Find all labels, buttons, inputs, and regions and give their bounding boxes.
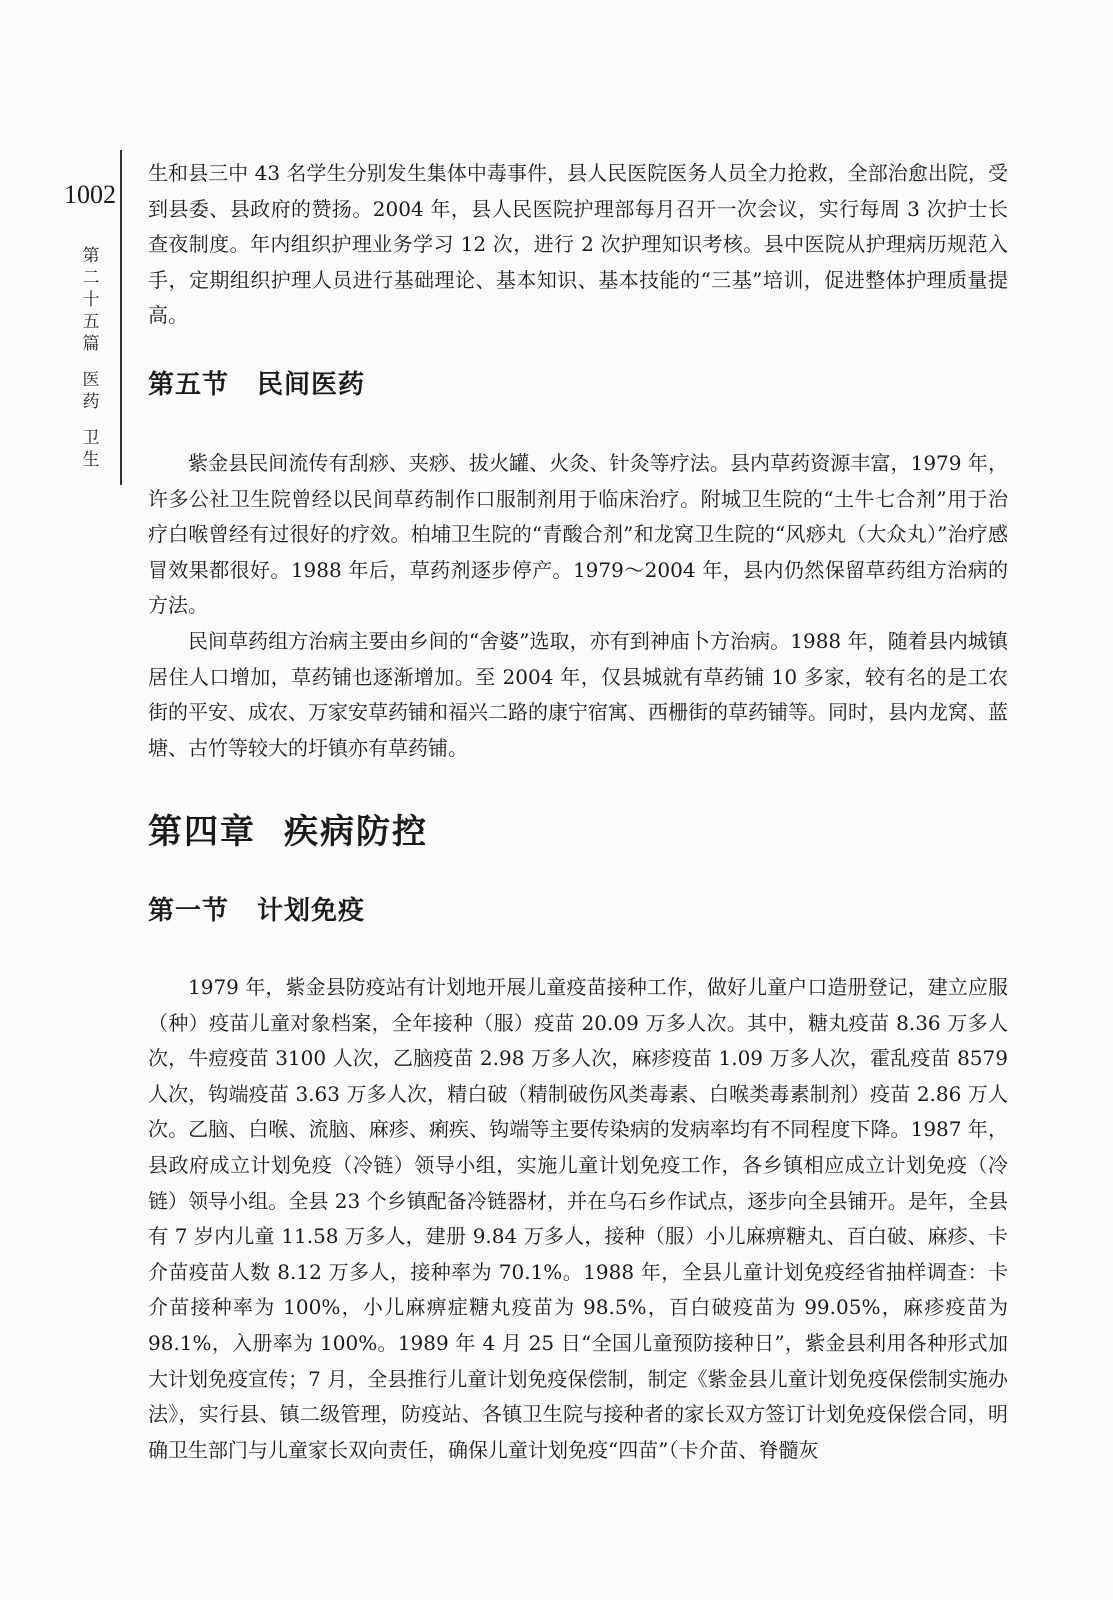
running-head-title: 医 药	[82, 370, 100, 412]
section-number: 第五节	[148, 370, 230, 400]
body-paragraph: 民间草药组方治病主要由乡间的“舍婆”选取，亦有到神庙卜方治病。1988 年，随着县内城镇居住人口增加，草药铺也逐渐增加。至 2004 年，仅县城就有草药铺 10 多家，较有名的是工农街的平安、成农、万家安草药铺和福兴二路的康宁宿寓、西栅街的草药铺等。同时，县内龙窝、蓝塘、古竹等较大的圩镇亦有草药铺。	[148, 629, 1008, 760]
body-paragraph: 1979 年，紫金县防疫站有计划地开展儿童疫苗接种工作，做好儿童户口造册登记，建立应服（种）疫苗儿童对象档案，全年接种（服）疫苗 20.09 万多人次。其中，糖丸疫苗 8.36 万多人次，牛痘疫苗 3100 人次，乙脑疫苗 2.98 万多人次，麻疹疫苗 1.09 万多人次，霍乱疫苗 8579 人次，钩端疫苗 3.63 万多人次，精白破（精制破伤风类毒素、白喉类毒素制剂）疫苗 2.86 万人次。乙脑、白喉、流脑、麻疹、痢疾、钩端等主要传染病的发病率均有不同程度下降。1987 年，县政府成立计划免疫（冷链）领导小组，实施儿童计划免疫工作，各乡镇相应成立计划免疫（冷链）领导小组。全县 23 个乡镇配备冷链器材，并在乌石乡作试点，逐步向全县铺开。是年，全县有 7 岁内儿童 11.58 万多人，建册 9.84 万多人，接种（服）小儿麻痹糖丸、百白破、麻疹、卡介苗疫苗人数 8.12 万多人，接种率为 70.1%。1988 年，全县儿童计划免疫经省抽样调查：卡介苗接种率为 100%，小儿麻痹症糖丸疫苗为 98.5%，百白破疫苗为 99.05%，麻疹疫苗为 98.1%，入册率为 100%。1989 年 4 月 25 日“全国儿童预防接种日”，紫金县利用各种形式加大计划免疫宣传；7 月，全县推行儿童计划免疫保偿制，制定《紫金县儿童计划免疫保偿制实施办法》，实行县、镇二级管理，防疫站、各镇卫生院与接种者的家长双方签订计划免疫保偿合同，明确卫生部门与儿童家长双向责任，确保儿童计划免疫“四苗”（卡介苗、脊髓灰	[148, 975, 1008, 1462]
chapter-title: 疾病防控	[284, 812, 428, 852]
section-heading-immunization	[148, 890, 1008, 934]
page-content	[148, 156, 1008, 1504]
running-head-part: 第 二 十 五 篇	[82, 246, 100, 354]
section-number: 第一节	[148, 896, 230, 926]
body-paragraph: 紫金县民间流传有刮痧、夹痧、拔火罐、火灸、针灸等疗法。县内草药资源丰富，1979 年，许多公社卫生院曾经以民间草药制作口服制剂用于临床治疗。附城卫生院的“土牛七合剂”用于治疗白喉曾经有过很好的疗效。柏埔卫生院的“青酸合剂”和龙窝卫生院的“风痧丸（大众丸）”治疗感冒效果都很好。1988 年后，草药剂逐步停产。1979～2004 年，县内仍然保留草药组方治病的方法。	[148, 451, 1008, 618]
chapter-heading-disease-control	[148, 804, 1008, 856]
margin-rule	[120, 150, 122, 485]
running-head	[76, 245, 106, 471]
page-number: 1002	[64, 180, 116, 209]
section-title: 计划免疫	[257, 896, 366, 926]
section-title: 民间医药	[257, 370, 366, 400]
continuation-paragraph: 生和县三中 43 名学生分别发生集体中毒事件，县人民医院医务人员全力抢救，全部治愈出院，受到县委、县政府的赞扬。2004 年，县人民医院护理部每月召开一次会议，实行每周 3 次护士长查夜制度。年内组织护理业务学习 12 次，进行 2 次护理知识考核。县中医院从护理病历规范入手，定期组织护理人员进行基础理论、基本知识、基本技能的“三基”培训，促进整体护理质量提高。	[148, 161, 1008, 328]
section-heading-folk-medicine	[148, 364, 1008, 408]
chapter-number: 第四章	[148, 812, 256, 852]
running-head-subtitle: 卫 生	[82, 428, 100, 470]
